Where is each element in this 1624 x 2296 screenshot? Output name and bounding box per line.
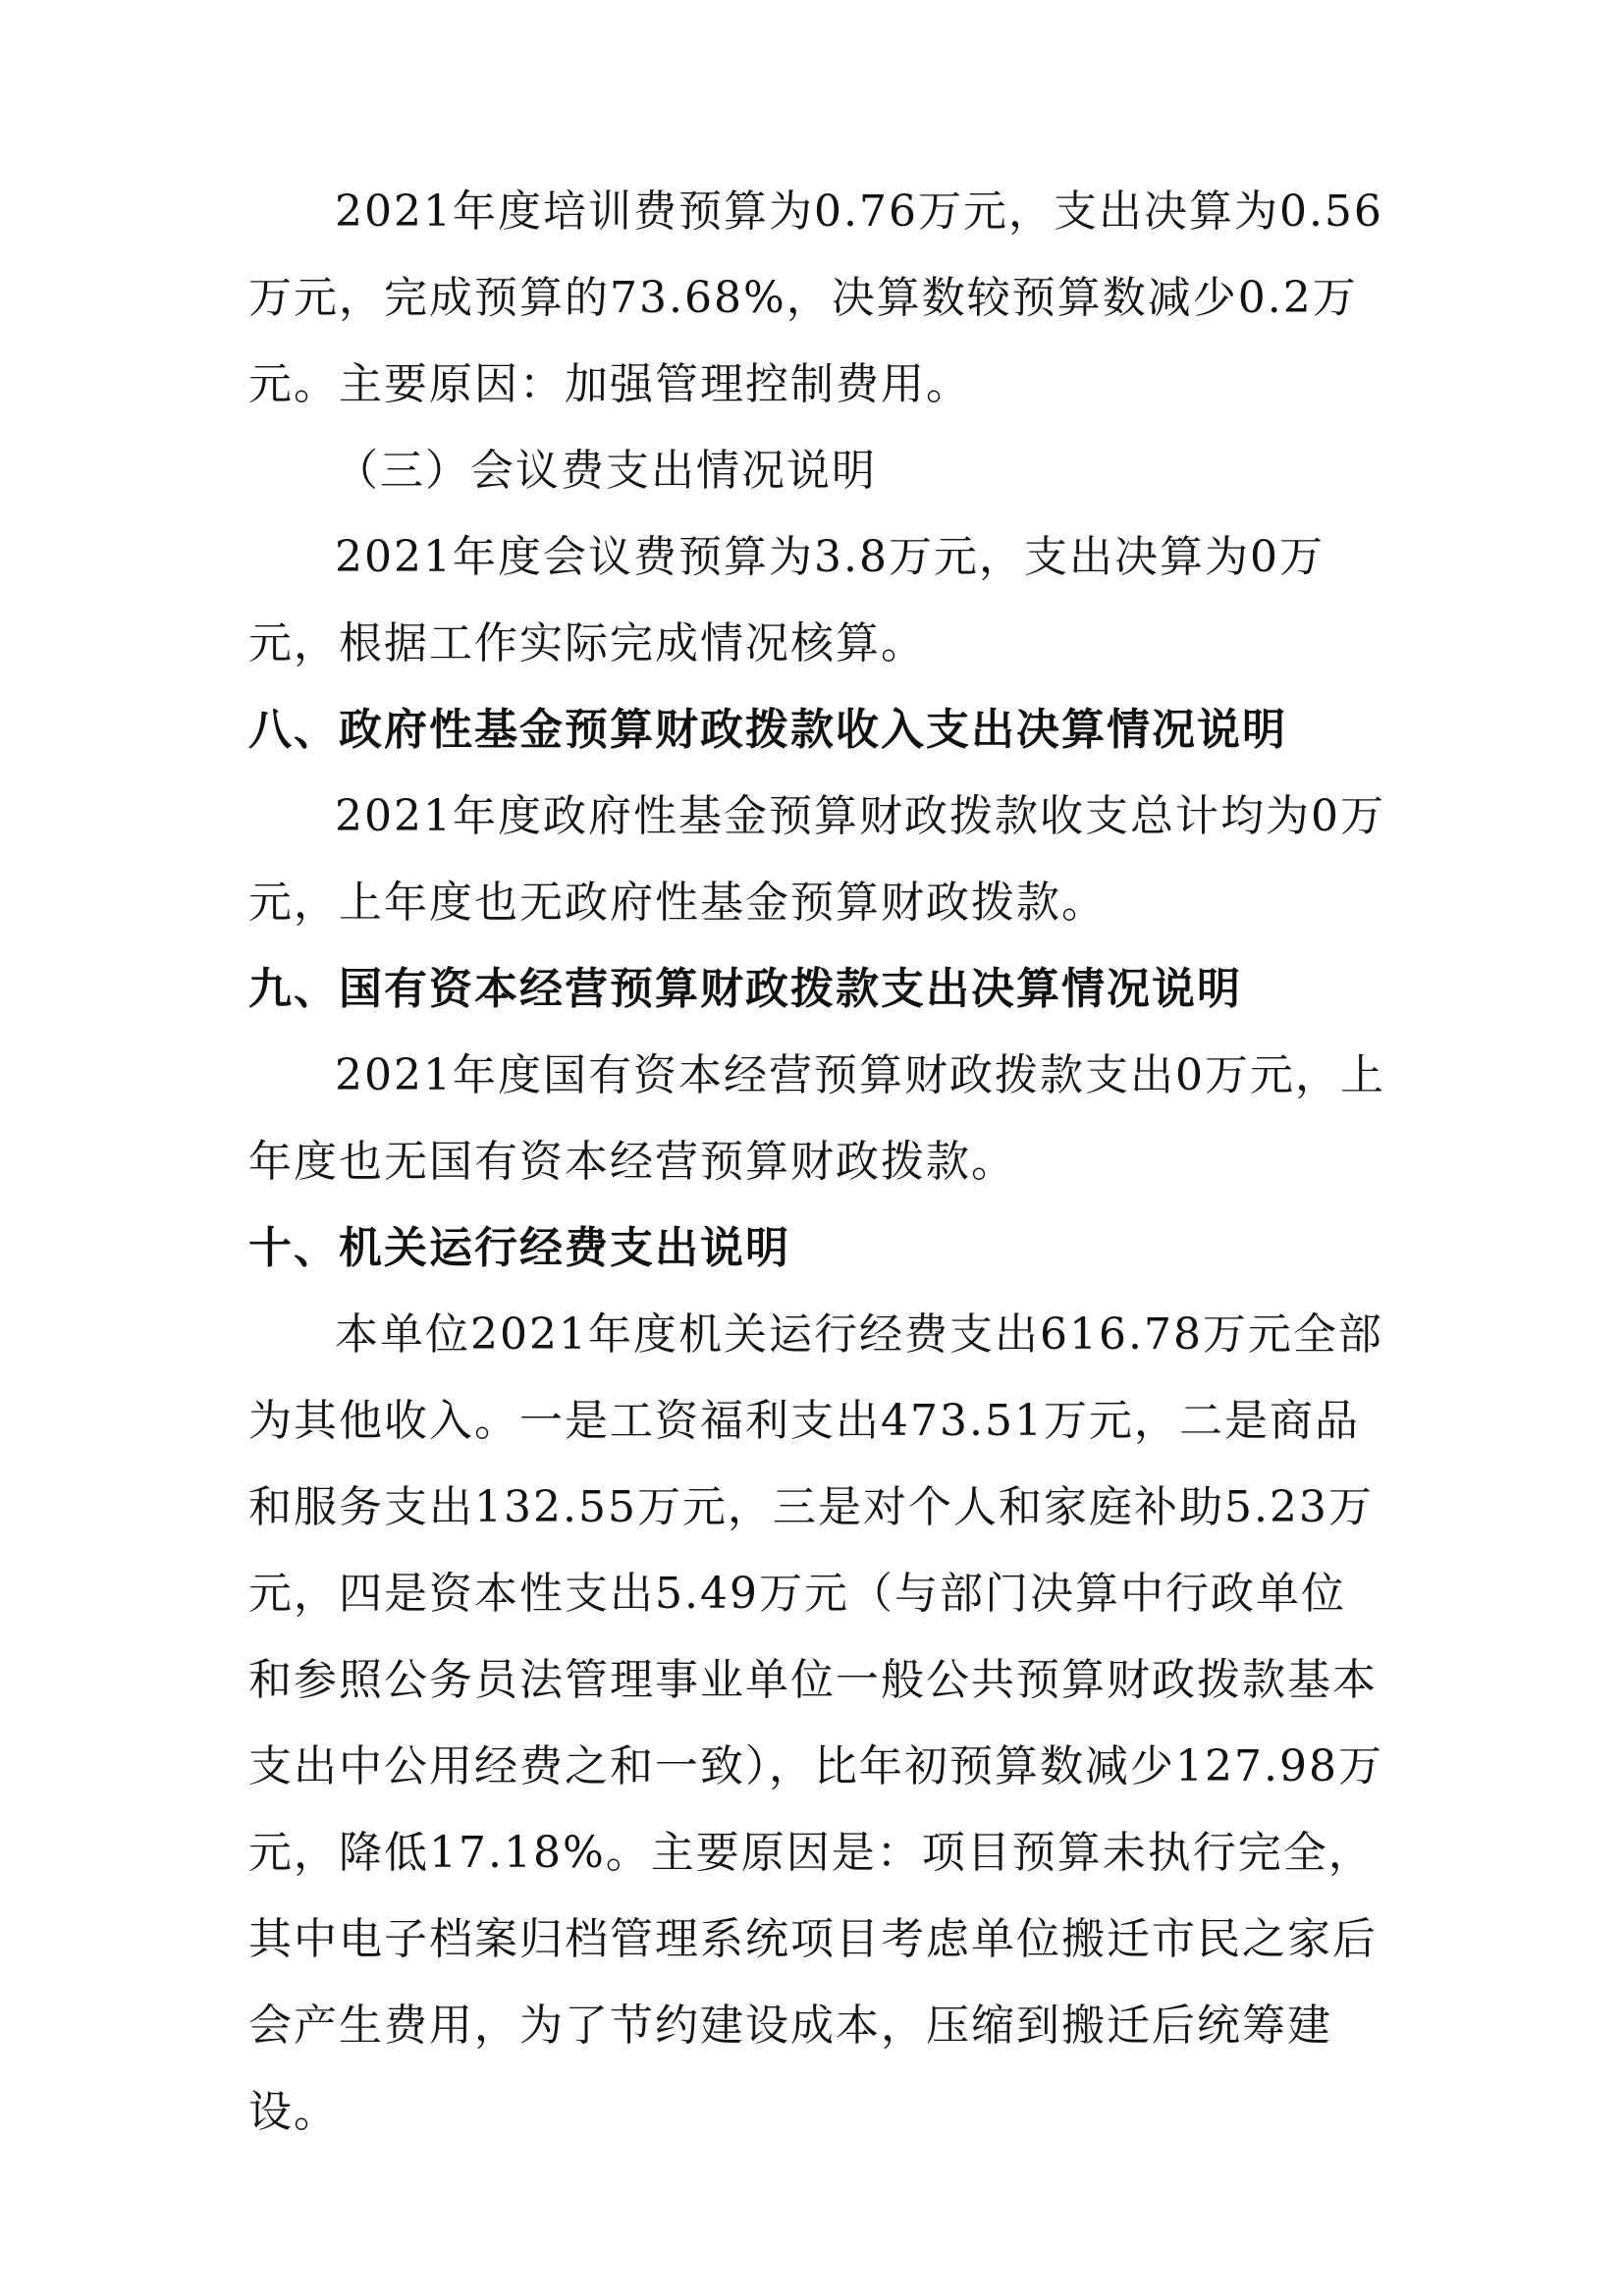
paragraph-section-9: 2021年度国有资本经营预算财政拨款支出0万元，上年度也无国有资本经营预算财政拨款。	[248, 1050, 1385, 1187]
paragraph-section-8: 2021年度政府性基金预算财政拨款收支总计均为0万元，上年度也无政府性基金预算财政拨款。	[248, 791, 1385, 928]
paragraph-meeting-fee: 2021年度会议费预算为3.8万元，支出决算为0万元，根据工作实际完成情况核算。	[248, 532, 1325, 668]
document-body	[248, 169, 1387, 2156]
paragraph-section-10: 本单位2021年度机关运行经费支出616.78万元全部为其他收入。一是工资福利支出473.51万元，二是商品和服务支出132.55万元，三是对个人和家庭补助5.23万元，四是资本性支出5.49万元（与部门决算中行政单位和参照公务员法管理事业单位一般公共预算财政拨款基本支出中公用经费之和一致），比年初预算数减少127.98万元，降低17.18%。主要原因是：项目预算未执行完全，其中电子档案归档管理系统项目考虑单位搬迁市民之家后会产生费用，为了节约建设成本，压缩到搬迁后统筹建设。	[248, 1309, 1383, 2137]
heading-section-8: 八、政府性基金预算财政拨款收入支出决算情况说明	[248, 705, 1287, 755]
heading-section-10: 十、机关运行经费支出说明	[248, 1223, 790, 1273]
paragraph-training-fee: 2021年度培训费预算为0.76万元，支出决算为0.56万元，完成预算的73.68%，决算数较预算数减少0.2万元。主要原因：加强管理控制费用。	[248, 187, 1383, 409]
subheading-meeting-fee: （三）会议费支出情况说明	[335, 446, 877, 496]
heading-section-9: 九、国有资本经营预算财政拨款支出决算情况说明	[248, 964, 1242, 1014]
